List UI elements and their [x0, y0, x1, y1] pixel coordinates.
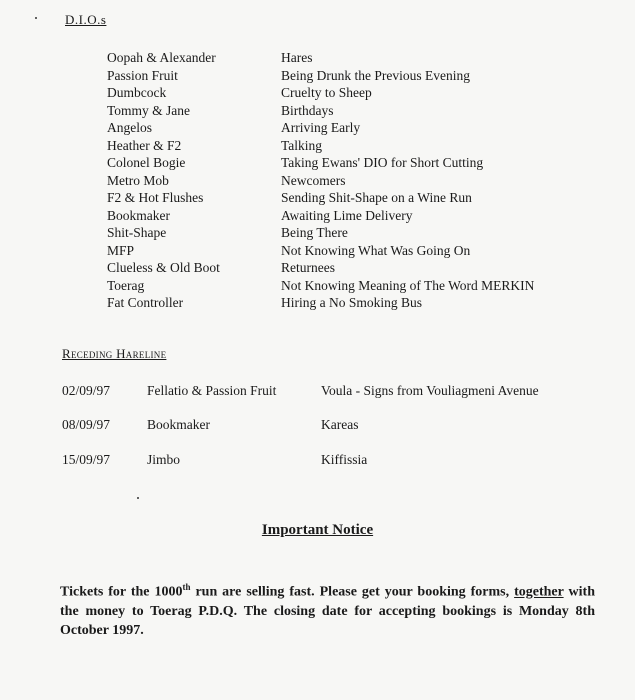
dio-reason: Not Knowing Meaning of The Word MERKIN	[281, 277, 535, 293]
hareline-row	[0, 383, 635, 401]
ordinal-suffix: th	[182, 582, 191, 592]
run-hares: Fellatio & Passion Fruit	[147, 383, 277, 398]
run-date: 08/09/97	[62, 417, 111, 432]
dio-reason: Cruelty to Sheep	[281, 85, 372, 100]
dio-reason: Not Knowing What Was Going On	[281, 242, 471, 258]
dio-entry	[0, 138, 635, 155]
dio-entry	[0, 208, 635, 225]
dio-reason: Returnees	[281, 260, 335, 275]
run-venue: Kiffissia	[321, 452, 368, 467]
dio-recipient: Fat Controller	[107, 295, 184, 310]
dio-reason: Newcomers	[281, 172, 346, 188]
dio-reason: Birthdays	[281, 102, 334, 118]
dio-recipient: F2 & Hot Flushes	[107, 190, 204, 205]
dio-reason: Talking	[281, 137, 323, 153]
dio-entry	[0, 103, 635, 120]
scan-speck	[35, 17, 37, 19]
dio-reason: Arriving Early	[281, 120, 361, 135]
dio-entry	[0, 243, 635, 260]
run-hares: Jimbo	[147, 452, 181, 467]
run-date: 02/09/97	[62, 383, 111, 398]
dio-recipient: Passion Fruit	[107, 67, 178, 83]
notice-title: Important Notice	[261, 522, 374, 538]
run-venue: Kareas	[321, 417, 359, 432]
dio-recipient: Colonel Bogie	[107, 155, 186, 170]
dio-reason: Taking Ewans' DIO for Short Cutting	[281, 155, 484, 170]
dio-recipient: Oopah & Alexander	[107, 50, 216, 65]
dio-reason: Hiring a No Smoking Bus	[281, 295, 423, 310]
dio-recipient: Toerag	[107, 277, 145, 293]
scan-speck	[137, 497, 139, 499]
dio-entry	[0, 173, 635, 190]
dio-reason: Being Drunk the Previous Evening	[281, 67, 470, 83]
notice-text-middle: run are selling fast. Please get your booking forms,	[190, 584, 515, 600]
dio-recipient: Shit-Shape	[107, 225, 167, 240]
dio-entry	[0, 120, 635, 137]
dio-recipient: Tommy & Jane	[107, 102, 191, 118]
dio-recipient: Heather & F2	[107, 137, 182, 153]
notice-body	[60, 578, 595, 640]
dio-recipient: Dumbcock	[107, 85, 167, 100]
dio-recipient: Metro Mob	[107, 172, 169, 188]
notice-text-start: Tickets for the 1000	[60, 584, 183, 600]
dio-entry	[0, 50, 635, 67]
dio-entry	[0, 155, 635, 172]
dio-reason: Hares	[281, 50, 313, 65]
dios-heading: D.I.O.s	[65, 12, 107, 27]
dio-entry	[0, 225, 635, 242]
dio-recipient: Bookmaker	[107, 207, 170, 223]
receding-hareline-heading: Receding Hareline	[62, 346, 167, 361]
hareline-row	[0, 417, 635, 435]
run-hares: Bookmaker	[147, 417, 210, 432]
dio-entry	[0, 85, 635, 102]
dio-entry	[0, 68, 635, 85]
notice-text-end: with the money to Toerag P.D.Q. The closing date for accepting bookings is Monday 8th October 1997.	[60, 584, 595, 638]
notice-emphasis: together	[514, 584, 564, 600]
dio-entry	[0, 295, 635, 312]
dio-recipient: MFP	[107, 242, 135, 258]
dio-reason: Being There	[281, 225, 348, 240]
dio-entry	[0, 190, 635, 207]
dio-reason: Sending Shit-Shape on a Wine Run	[281, 190, 472, 205]
dio-entry	[0, 260, 635, 277]
hareline-row	[0, 452, 635, 470]
dio-reason: Awaiting Lime Delivery	[281, 207, 413, 223]
dio-entry	[0, 278, 635, 295]
run-date: 15/09/97	[62, 452, 111, 467]
dio-recipient: Clueless & Old Boot	[107, 260, 220, 275]
run-venue: Voula - Signs from Vouliagmeni Avenue	[321, 383, 539, 398]
dio-recipient: Angelos	[107, 120, 152, 135]
